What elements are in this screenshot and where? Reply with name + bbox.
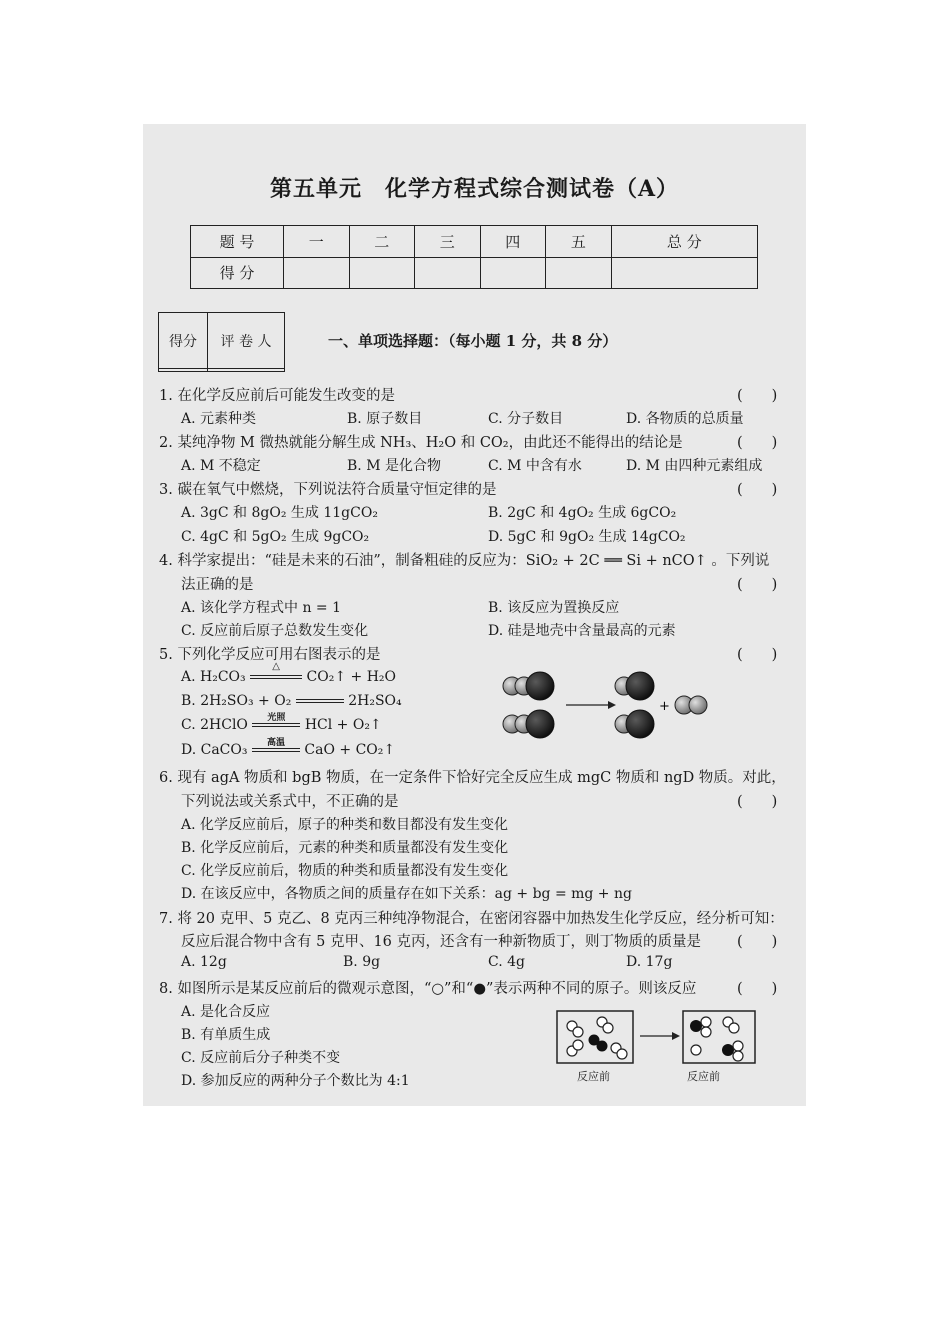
q1-option-b: B. 原子数目 bbox=[347, 411, 423, 427]
reaction-molecule-diagram bbox=[498, 664, 738, 754]
reaction-arrow bbox=[566, 701, 616, 709]
q5-a-reactant: A. H₂CO₃ bbox=[181, 669, 246, 685]
score-row-label: 得 分 bbox=[191, 257, 284, 289]
q5-d-arrow bbox=[252, 738, 300, 752]
q5-c-condition: 光照 bbox=[267, 713, 286, 723]
score-cell bbox=[480, 257, 546, 289]
q5-c-product: HCl + O₂↑ bbox=[304, 717, 382, 733]
q1-option-c: C. 分子数目 bbox=[488, 411, 564, 427]
answer-paren: ( ) bbox=[737, 981, 778, 997]
score-header-cell: 五 bbox=[546, 226, 612, 258]
q5-a-condition: △ bbox=[272, 661, 280, 672]
q6-option-b: B. 化学反应前后，元素的种类和质量都没有发生变化 bbox=[181, 840, 509, 856]
q5-c-arrow bbox=[252, 713, 300, 727]
q1-option-a: A. 元素种类 bbox=[181, 411, 257, 427]
q8-option-a: A. 是化合反应 bbox=[181, 1004, 271, 1020]
question-4-stem: 4. 科学家提出：“硅是未来的石油”，制备粗硅的反应为：SiO₂ + 2C ══ Si + nCO↑ 。下列说 bbox=[159, 553, 770, 569]
q5-option-d bbox=[181, 738, 396, 758]
q7-option-d: D. 17g bbox=[626, 954, 673, 970]
q1-option-d: D. 各物质的总质量 bbox=[626, 411, 744, 427]
question-6-stem: 6. 现有 agA 物质和 bgB 物质，在一定条件下恰好完全反应生成 mgC 物质和 ngD 物质。对此， bbox=[159, 770, 786, 786]
section-heading: 一、单项选择题：（每小题 1 分，共 8 分） bbox=[328, 332, 618, 350]
score-header-cell: 四 bbox=[480, 226, 546, 258]
grader-table bbox=[158, 312, 285, 372]
q2-option-d: D. M 由四种元素组成 bbox=[626, 458, 763, 474]
q5-d-reactant: D. CaCO₃ bbox=[181, 742, 248, 758]
q5-b-reactant: B. 2H₂SO₃ + O₂ bbox=[181, 693, 292, 709]
grader-score-cell bbox=[159, 369, 208, 372]
q2-option-b: B. M 是化合物 bbox=[347, 458, 441, 474]
question-2-stem: 2. 某纯净物 M 微热就能分解生成 NH₃、H₂O 和 CO₂，由此还不能得出的结论是 bbox=[159, 435, 683, 451]
score-cell bbox=[546, 257, 612, 289]
q4-option-c: C. 反应前后原子总数发生变化 bbox=[181, 623, 369, 639]
q2-option-a: A. M 不稳定 bbox=[181, 458, 261, 474]
caption-before: 反应前 bbox=[577, 1070, 610, 1083]
product-molecule bbox=[675, 696, 707, 714]
q7-option-a: A. 12g bbox=[181, 954, 227, 970]
reactant-molecule bbox=[503, 672, 554, 700]
score-header-cell: 一 bbox=[284, 226, 350, 258]
after-box bbox=[683, 1011, 755, 1063]
answer-paren: ( ) bbox=[737, 647, 778, 663]
reactant-molecule bbox=[503, 710, 554, 738]
q8-option-c: C. 反应前后分子种类不变 bbox=[181, 1050, 341, 1066]
answer-paren: ( ) bbox=[737, 435, 778, 451]
answer-paren: ( ) bbox=[737, 577, 778, 593]
exam-paper bbox=[143, 124, 806, 1106]
score-header-cell: 二 bbox=[349, 226, 415, 258]
question-7-stem: 7. 将 20 克甲、5 克乙、8 克丙三种纯净物混合，在密闭容器中加热发生化学反应，经分析可知： bbox=[159, 911, 784, 927]
micro-reaction-diagram bbox=[556, 1010, 756, 1066]
q5-b-arrow bbox=[296, 699, 344, 703]
plus-sign: + bbox=[659, 699, 670, 714]
page-title: 第五单元 化学方程式综合测试卷（A） bbox=[269, 176, 680, 202]
q5-d-product: CaO + CO₂↑ bbox=[304, 742, 396, 758]
question-6-stem-cont: 下列说法或关系式中，不正确的是 bbox=[181, 794, 399, 810]
product-molecule bbox=[615, 710, 654, 738]
q2-option-c: C. M 中含有水 bbox=[488, 458, 582, 474]
score-header-cell: 总 分 bbox=[611, 226, 757, 258]
q5-c-reactant: C. 2HClO bbox=[181, 717, 248, 733]
question-7-stem-cont: 反应后混合物中含有 5 克甲、16 克丙，还含有一种新物质丁，则丁物质的质量是 bbox=[181, 934, 702, 950]
q8-option-b: B. 有单质生成 bbox=[181, 1027, 271, 1043]
q5-option-a bbox=[181, 661, 397, 685]
q7-option-c: C. 4g bbox=[488, 954, 525, 970]
score-cell bbox=[284, 257, 350, 289]
answer-paren: ( ) bbox=[737, 794, 778, 810]
score-header-cell: 题 号 bbox=[191, 226, 284, 258]
q5-a-arrow bbox=[250, 661, 302, 679]
q6-option-d: D. 在该反应中，各物质之间的质量存在如下关系：ag + bg = mg + ng bbox=[181, 886, 632, 902]
q5-d-condition: 高温 bbox=[266, 738, 285, 748]
answer-paren: ( ) bbox=[737, 388, 778, 404]
answer-paren: ( ) bbox=[737, 482, 778, 498]
q7-option-b: B. 9g bbox=[343, 954, 381, 970]
before-dark-particles bbox=[589, 1035, 607, 1051]
q5-b-product: 2H₂SO₄ bbox=[348, 693, 402, 709]
q5-option-c bbox=[181, 713, 382, 733]
q8-option-d: D. 参加反应的两种分子个数比为 4:1 bbox=[181, 1073, 410, 1089]
score-table bbox=[190, 225, 758, 289]
q4-option-d: D. 硅是地壳中含量最高的元素 bbox=[488, 623, 676, 639]
grader-score-label: 得分 bbox=[159, 313, 208, 369]
q3-option-b: B. 2gC 和 4gO₂ 生成 6gCO₂ bbox=[488, 505, 677, 521]
score-cell bbox=[611, 257, 757, 289]
question-1-stem: 1. 在化学反应前后可能发生改变的是 bbox=[159, 388, 395, 404]
answer-paren: ( ) bbox=[737, 934, 778, 950]
grader-reviewer-cell bbox=[208, 369, 285, 372]
after-particles bbox=[690, 1017, 743, 1061]
q6-option-a: A. 化学反应前后，原子的种类和数目都没有发生变化 bbox=[181, 817, 509, 833]
product-molecule bbox=[615, 672, 654, 700]
question-4-stem-cont: 法正确的是 bbox=[181, 577, 254, 593]
question-3-stem: 3. 碳在氧气中燃烧，下列说法符合质量守恒定律的是 bbox=[159, 482, 497, 498]
q3-option-d: D. 5gC 和 9gO₂ 生成 14gCO₂ bbox=[488, 529, 686, 545]
q3-option-c: C. 4gC 和 5gO₂ 生成 9gCO₂ bbox=[181, 529, 370, 545]
q6-option-c: C. 化学反应前后，物质的种类和质量都没有发生变化 bbox=[181, 863, 509, 879]
question-8-stem: 8. 如图所示是某反应前后的微观示意图，“○”和“●”表示两种不同的原子。则该反应 bbox=[159, 981, 697, 997]
q4-option-a: A. 该化学方程式中 n = 1 bbox=[181, 600, 342, 616]
q3-option-a: A. 3gC 和 8gO₂ 生成 11gCO₂ bbox=[181, 505, 378, 521]
q5-option-b bbox=[181, 693, 402, 709]
grader-reviewer-label: 评 卷 人 bbox=[208, 313, 285, 369]
score-cell bbox=[349, 257, 415, 289]
caption-after: 反应前 bbox=[687, 1070, 720, 1083]
q4-option-b: B. 该反应为置换反应 bbox=[488, 600, 620, 616]
question-5-stem: 5. 下列化学反应可用右图表示的是 bbox=[159, 647, 381, 663]
micro-arrow bbox=[640, 1032, 680, 1040]
score-header-cell: 三 bbox=[415, 226, 481, 258]
q5-a-product: CO₂↑ + H₂O bbox=[306, 669, 397, 685]
score-cell bbox=[415, 257, 481, 289]
